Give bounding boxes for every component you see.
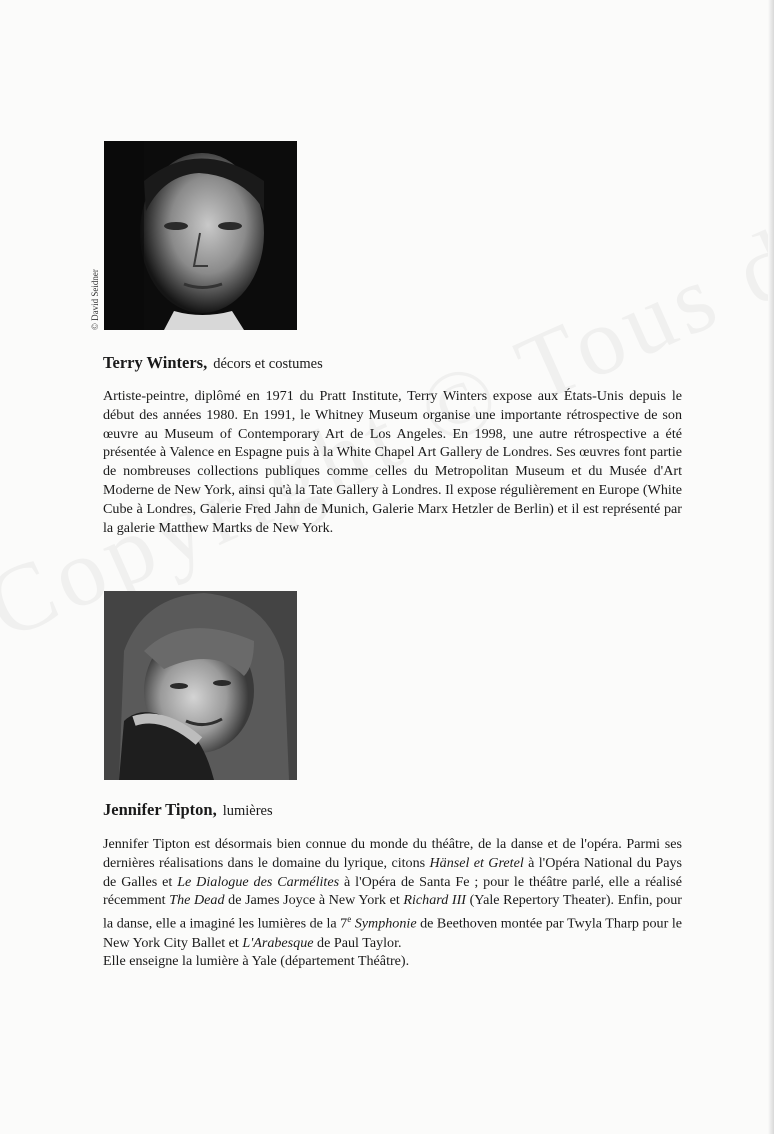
- person2-bio-paragraph: [103, 835, 682, 952]
- page-edge: [768, 0, 774, 1134]
- person2-bio: [103, 835, 682, 971]
- bio-text: (Yale Repertory Theater). Enfin, pour la danse, elle a imaginé les lumières de la 7: [103, 892, 682, 932]
- person1-bio-text: Artiste-peintre, diplômé en 1971 du Pratt Institute, Terry Winters expose aux États-Unis depuis le début des années 1980. En 1991, le Whitney Museum organise une importante rétrospective de son œuvre au Museum of Contemporary Art de Los Angeles. En 1998, une autre rétrospective a été présentée à Valence en Espagne puis à la White Chapel Art Gallery de Londres. Ses œuvres font partie de nombreuses collections publiques comme celles du Metropolitan Museum et du Musée d'Art Moderne de New York, ainsi qu'à la Tate Gallery à Londres. Il expose régulièrement en Europe (White Cube à Londres, Galerie Fred Jahn de Munich, Galerie Marx Hetzler de Berlin) et il est représenté par la galerie Matthew Martks de New York.: [103, 388, 682, 536]
- terry-winters-photo: [104, 141, 297, 330]
- person2-heading: [103, 800, 273, 820]
- work-title: Richard III: [403, 892, 466, 909]
- ordinal-suffix: e: [347, 914, 352, 925]
- person1-bio: [103, 387, 682, 537]
- bio-text: à l'Opéra National du Pays de Galles et: [103, 854, 682, 890]
- person2-name: Jennifer Tipton,: [103, 800, 217, 819]
- work-title: L'Arabesque: [242, 934, 314, 951]
- person2-bio-last-line: Elle enseigne la lumière à Yale (département Théâtre).: [103, 953, 410, 970]
- bio-text: de Beethoven montée par Twyla Tharp pour le New York City Ballet et: [103, 915, 682, 951]
- work-title: Hänsel et Gretel: [429, 854, 524, 871]
- bio-text: de James Joyce à New York et: [224, 892, 404, 909]
- person1-heading: [103, 353, 323, 373]
- bio-text: de Paul Taylor.: [313, 934, 402, 951]
- person1-name: Terry Winters,: [103, 353, 208, 372]
- jennifer-tipton-photo: [104, 591, 297, 780]
- person1-role: décors et costumes: [213, 356, 323, 372]
- bio-text: à l'Opéra de Santa Fe ; pour le théâtre parlé, elle a réalisé récemment: [103, 873, 682, 909]
- work-title: Symphonie: [354, 915, 417, 932]
- photo-credit: © David Seidner: [90, 269, 100, 330]
- person2-role: lumières: [222, 803, 273, 819]
- work-title: The Dead: [169, 892, 225, 909]
- bio-text: Jennifer Tipton est désormais bien connue du monde du théâtre, de la danse et de l'opéra. Parmi ses dernières réalisations dans le domaine du lyrique, citons: [103, 836, 682, 871]
- work-title: Le Dialogue des Carmélites: [177, 873, 340, 890]
